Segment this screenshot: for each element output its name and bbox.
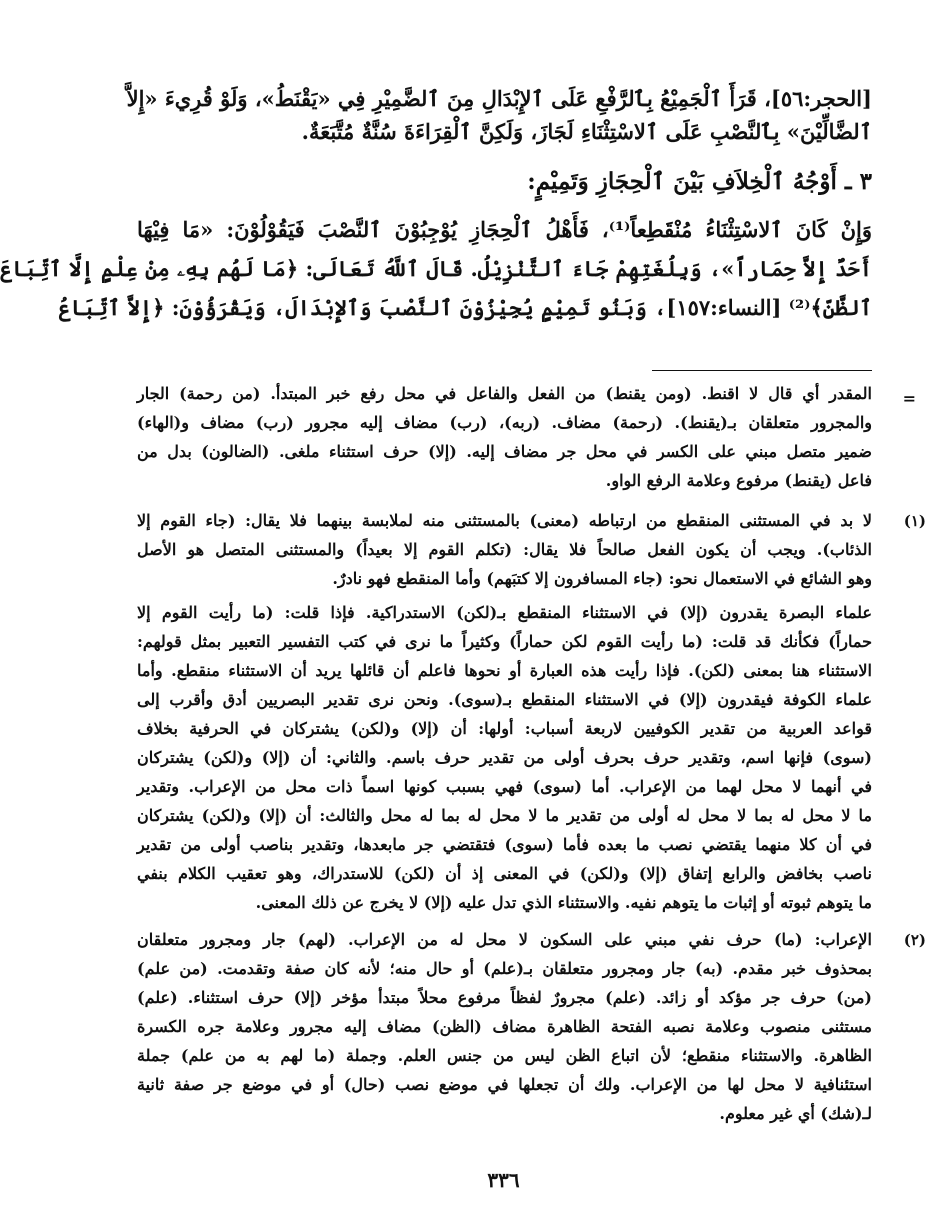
- footnote-separator: [652, 370, 872, 371]
- footnote-2-number: (٢): [903, 931, 926, 949]
- footnote-1-line-12: في أن كلا منهما يقتضي نصب ما بعده فأما (سوى) فتقتضي جر مابعدها، وتقدير بناصب أولى من تقدير: [137, 835, 872, 854]
- footnote-1-number: (١): [903, 512, 926, 530]
- footnote-1-line-6: الاستثناء هنا بمعنى (لكن). فإذا رأيت هذه العبارة أو نحوها فاعلم أن قائلها يريد أن الاستثناء منقطع. وأما: [137, 661, 873, 680]
- footnote-1-line-2: الذئاب). ويجب أن يكون الفعل صالحاً فلا يقال: (تكلم القوم إلا بعيداً) والمستثنى المتصل هو الأصل: [137, 540, 873, 559]
- footnote-continuation-line-2: والمجرور متعلقان بـ(يقنط). (رحمة) مضاف. (ربه)، (رب) مضاف إليه مجرور (رب) مضاف و(الهاء): [137, 413, 872, 432]
- footnote-1-line-14: ما يتوهم ثبوته أو إثبات ما يتوهم نفيه. والاستثناء الذي تدل عليه (إلا) لا يخرج عن ذلك المعنى.: [255, 893, 872, 912]
- main-text-line-5: ٱلظَّنِّ﴾⁽²⁾ [النساء:١٥٧]، وَبَنُو تَمِيْمٍ يُجِيْزُوْنَ ٱلنَّصْبَ وَٱلإِبْدَالَ، وَيَقْرَؤُوْنَ: ﴿إِلاَّ ٱتِّبَاعُ: [58, 295, 872, 320]
- footnote-1-line-5: حماراً) فكأنك قد قلت: (ما رأيت القوم لكن حماراً) وكثيراً ما نرى في كتب التفسير التعبير بمثل قولهم:: [137, 632, 873, 651]
- page-number: ٣٣٦: [487, 1168, 520, 1192]
- footnote-1-line-11: ما لا محل له بما لا محل له أولى من تقدير ما لا محل له بما له محل والثالث: أن (إلا) و(لكن) يشتركان: [137, 806, 872, 825]
- main-text-line-4: أَحَدٌ إِلاَّ حِمَاراً»، وَبِلُغَتِهِمْ جَاءَ ٱلتَّنْزِيْلُ. قَالَ ٱللَّهُ تَعَالَى: ﴿مَا لَهُم بِهِۦ مِنْ عِلْمٍ إِلَّا ٱتِّبَاعَ: [0, 256, 872, 281]
- footnote-continuation-line-3: ضمير متصل مبني على الكسر في محل جر مضاف إليه. (إلا) حرف استثناء ملغى. (الضالون) بدل من: [137, 442, 872, 461]
- main-text-line-1: [الحجر:٥٦]، قَرَأَ ٱلْجَمِيْعُ بِٱلرَّفْعِ عَلَى ٱلإِبْدَالِ مِنَ ٱلضَّمِيْرِ فِي «يَقْنَطُ»، وَلَوْ قُرِيءَ «إِلاَّ: [126, 86, 872, 111]
- footnote-2-line-7: لـ(شك) أي غير معلوم.: [719, 1104, 872, 1123]
- footnote-continuation-line-4: فاعل (يقنط) مرفوع وعلامة الرفع الواو.: [605, 471, 872, 490]
- footnote-2-line-6: استئنافية لا محل لها من الإعراب. ولك أن تجعلها في موضع نصب (حال) أو في موضع جر صفة ثانية: [137, 1075, 872, 1094]
- section-heading: ٣ ـ أَوْجُهُ ٱلْخِلاَفِ بَيْنَ ٱلْحِجَازِ وَتَمِيْمٍ:: [527, 168, 872, 195]
- footnote-2-line-4: مستثنى منصوب وعلامة نصبه الفتحة الظاهرة مضاف (الظن) مضاف إليه مجرور وعلامة جره الكسرة: [137, 1017, 872, 1036]
- footnote-continuation-marker: =: [902, 389, 916, 408]
- footnote-1-line-7: علماء الكوفة فيقدرون (إلا) في الاستثناء المنقطع بـ(سوى). ونحن نرى تقدير البصريين أدق وأقرب إلى: [137, 690, 872, 709]
- footnote-1-line-13: ناصب بخافض والرابع إتفاق (إلا) و(لكن) في المعنى إذ أن (لكن) للاستدراك، وهو تعقيب الكلام بنفي: [137, 864, 872, 883]
- footnote-2-line-2: بمحذوف خبر مقدم. (به) جار ومجرور متعلقان بـ(علم) أو حال منه؛ لأنه كان صفة وتقدمت. (من علم): [137, 959, 872, 978]
- main-text-line-3: وَإِنْ كَانَ ٱلاسْتِثْنَاءُ مُنْقَطِعاً⁽¹⁾، فَأَهْلُ ٱلْحِجَازِ يُوْجِبُوْنَ ٱلنَّصْبَ فَيَقُوْلُوْنَ: «مَا فِيْهَا: [137, 217, 872, 242]
- footnote-1-line-1: لا بد في المستثنى المنقطع من ارتباطه (معنى) بالمستثنى منه لملابسة بينهما فلا يقال: (جاء القوم إلا: [137, 511, 872, 530]
- footnote-1-line-9: (سوى) فإنها اسم، وتقدير حرف بحرف أولى من تقدير حرف باسم. والثاني: أن (إلا) و(لكن) يشتركان: [137, 748, 872, 767]
- main-text-line-2: ٱلضَّالِّيْنَ» بِٱلنَّصْبِ عَلَى ٱلاسْتِثْنَاءِ لَجَازَ، وَلَكِنَّ ٱلْقِرَاءَةَ سُنَّةٌ مُتَّبَعَةٌ.: [301, 119, 872, 144]
- footnote-1-line-10: في أنهما لا محل لهما من الإعراب. أما (سوى) فهي بسبب كونها اسماً ذات محل من الإعراب. وتقدير: [137, 777, 872, 796]
- footnote-continuation-line-1: المقدر أي قال لا اقنط. (ومن يقنط) من الفعل والفاعل في محل رفع خبر المبتدأ. (من رحمة) الجار: [137, 384, 872, 403]
- footnote-2-line-3: (من) حرف جر مؤكد أو زائد. (علم) مجرورٌ لفظاً مرفوع محلاً مبتدأ مؤخر (إلا) حرف استثناء. (علم): [137, 988, 872, 1007]
- footnote-2-line-5: الظاهرة. والاستثناء منقطع؛ لأن اتباع الظن ليس من جنس العلم. وجملة (ما لهم به من علم) جملة: [137, 1046, 872, 1065]
- footnote-2-line-1: الإعراب: (ما) حرف نفي مبني على السكون لا محل له من الإعراب. (لهم) جار ومجرور متعلقان: [137, 930, 873, 949]
- footnote-1-line-8: قواعد العربية من تقدير الكوفيين لاربعة أسباب: أولها: أن (إلا) و(لكن) يشتركان في الحرفية بخلاف: [137, 719, 872, 738]
- footnote-1-line-4: علماء البصرة يقدرون (إلا) في الاستثناء المنقطع بـ(لكن) الاستدراكية. فإذا قلت: (ما رأيت القوم إلا: [137, 603, 872, 622]
- footnote-1-line-3: وهو الشائع في الاستعمال نحو: (جاء المسافرون إلا كتبَهم) وأما المنقطع فهو نادرٌ.: [332, 569, 872, 588]
